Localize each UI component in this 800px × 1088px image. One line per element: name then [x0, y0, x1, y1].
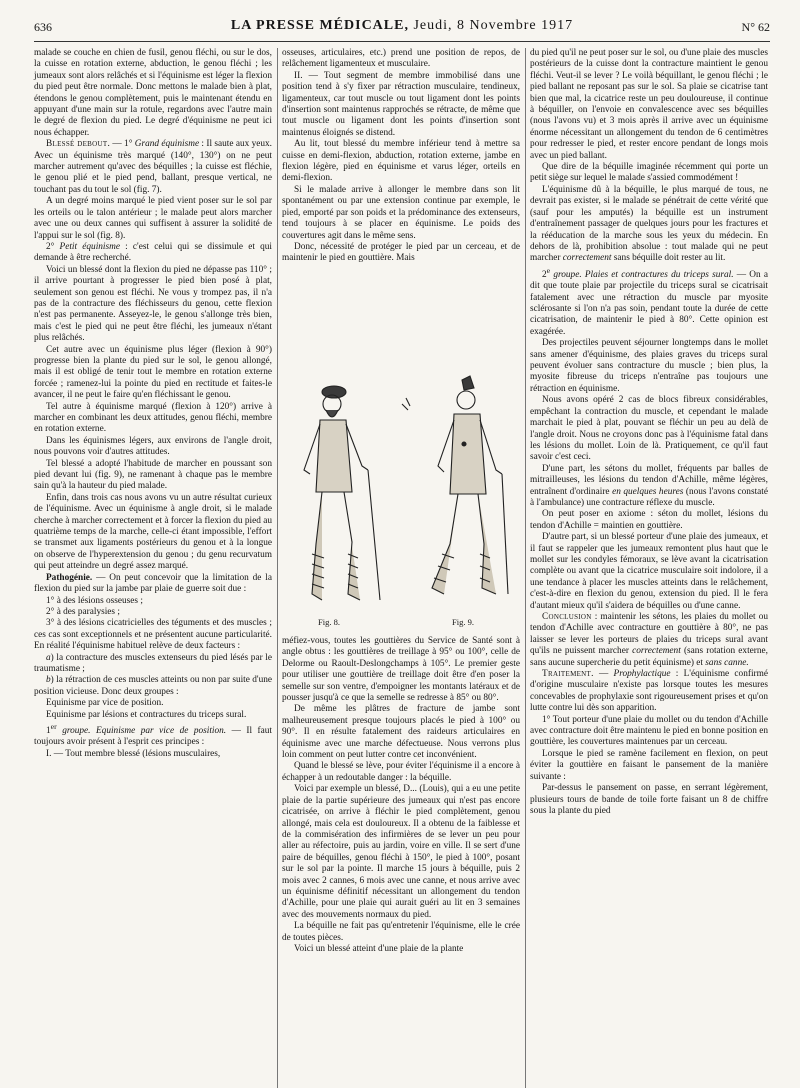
paragraph: Traitement. — Prophylactique : L'équinisme confirmé d'origine musculaire n'existe pas lorsque toutes les mesures concevables de prophylaxie sont rigoureusement prises et qu'on lutte contre lui dès son apparition.: [530, 669, 768, 714]
paragraph: Dans les équinismes légers, aux environs de l'angle droit, nous pouvons voir d'autres attitudes.: [34, 435, 272, 458]
paragraph: Pathogénie. — On peut concevoir que la limitation de la flexion du pied sur la jambe par plaie de guerre soit due :: [34, 572, 272, 595]
paragraph: du pied qu'il ne peut poser sur le sol, ou d'une plaie des muscles postérieurs de la cuisse dont la contracture maintient le genou fléchi. Veut-il se lever ? Le voilà béquillant, le genou fléchi ; le pied ballant ne reposant pas sur le sol. Sa plaie se cicatrise tant bien que mal, la cicatrice reste un peu douloureuse, il continue à béquiller, on l'envoie en convalescence avec ses béquilles (nous l'avons vu) et 3 mois après il arrive avec un équinisme énorme nécessitant un allongement du tendon de 6 centimètres pour redresser le pied, et rester encore pendant de longs mois avec un pied ballant.: [530, 48, 768, 161]
figure-illustration: [282, 374, 530, 614]
paragraph: 2° à des paralysies ;: [46, 606, 120, 617]
paragraph: méfiez-vous, toutes les gouttières du Service de Santé sont à angle obtus : les gouttières de treillage à 95° ou 100°, celle de Delorme ou Raoult-Deslongchamps à 105°. Le premier geste pour utiliser une gouttière de treillage doit être d'en poser la semelle sur son ventre, d'empoigner les montants latéraux et de pousser jusqu'à ce que la semelle se redresse à 85° ou 80°.: [282, 636, 520, 704]
paragraph: b) la rétraction de ces muscles atteints ou non par suite d'une position vicieuse. Donc deux groupes :: [34, 675, 272, 697]
paragraph: Des projectiles peuvent séjourner longtemps dans le mollet sans amener d'équinisme, des plaies graves du triceps sural peuvent évoluer sans contracture du muscle ; bien plus, la myosite fibreuse du triceps n'entraîne pas toujours une rétraction en équinisme.: [530, 338, 768, 394]
paragraph: Nous avons opéré 2 cas de blocs fibreux considérables, empêchant la contraction du muscle, et cependant le malade marchait le pied à plat, pouvant se fléchir un peu au delà de l'angle droit. Nous ne croyons donc pas à l'équinisme fatal dans les lésions du mollet. Loin de là. Pratiquement, ce qu'il faut savoir c'est ceci.: [530, 395, 768, 463]
paragraph: Voici un blessé dont la flexion du pied ne dépasse pas 110° ; il arrive pourtant à progresser le pied bien posé à plat, seulement son genou est fléchi. Ne vous y trompez pas, il n'a pas de la contracture des fléchisseurs du genou, cette flexion n'est pas permanente. Asseyez-le, le genou s'allonge très bien, mais c'est le pied qui ne peut être fléchi, les jumeaux n'étant plus relâchés.: [34, 264, 272, 344]
paragraph: Donc, nécessité de protéger le pied par un cerceau, et de maintenir le pied en gouttière. Mais: [282, 241, 520, 264]
paragraph: Par-dessus le pansement on passe, en serrant légèrement, plusieurs tours de bande de toile forte faisant un 8 de chiffre sous la plante du pied: [530, 783, 768, 816]
column-2-bottom: [282, 636, 520, 955]
paragraph: La béquille ne fait pas qu'entretenir l'équinisme, elle le crée de toutes pièces.: [282, 921, 520, 943]
paragraph: Equinisme par lésions et contractures du triceps sural.: [46, 709, 247, 720]
journal-name: LA PRESSE MÉDICALE,: [230, 18, 409, 33]
paragraph: malade se couche en chien de fusil, genou fléchi, ou sur le dos, la cuisse en rotation externe, abduction, le genou fléchi ; les jumeaux sont alors relâchés et si l'équinisme est léger la flexion du pied peut être normale. Donc mettons le malade bien à plat, étendons le genou complètement, puis le maintenant étendu en appuyant d'une main sur la rotule, regardons avec l'autre main le degré de flexion du pied. Le degré d'équinisme ne peut ici nous échapper.: [34, 48, 272, 138]
paragraph: Enfin, dans trois cas nous avons vu un autre résultat curieux de l'équinisme. Avec un équinisme à angle droit, si le malade cherche à marcher correctement et à forcer la flexion du pied au quatrième temps de la marche, celle-ci étant impossible, l'effort se transmet aux ligaments postérieurs du genou et à la longue on observe de l'hyperextension du genou ; du genu recurvatum qui peut atteindre un degré assez marqué.: [34, 492, 272, 572]
paragraph: II. — Tout segment de membre immobilisé dans une position tend à s'y fixer par rétraction musculaire, tendineux, ligamenteux, car tout muscle ou tout ligament dont les points d'insertion sont maintenus rapprochés se rétracte, de même que tout muscle ou ligament dont les points d'insertion sont maintenus éloignés se distend.: [282, 70, 520, 138]
paragraph: 1° Tout porteur d'une plaie du mollet ou du tendon d'Achille avec contracture doit être maintenu le pied en bonne position en gouttière, les couvertures maintenues par un cerceau.: [530, 714, 769, 748]
paragraph: Lorsque le pied se ramène facilement en flexion, on peut éviter la gouttière en faisant le pansement de la manière suivante :: [530, 748, 768, 782]
paragraph: Au lit, tout blessé du membre inférieur tend à mettre sa cuisse en demi-flexion, abduction, rotation externe, jambe en flexion légère, pied en équinisme et varus léger, orteils en demi-flexion.: [282, 139, 520, 184]
paragraph: De même les plâtres de fracture de jambe sont malheureusement presque toujours placés le pied à 100° ou 90°. Il en résulte fatalement des raideurs articulaires en équinisme avec une marche défectueuse. Nous verrons plus loin comment on peut lutter contre cet inconvénient.: [282, 704, 520, 761]
paragraph: Blessé debout. — 1° Grand équinisme : Il saute aux yeux. Avec un équinisme très marqué (140°, 130°) on ne peut marcher autrement qu'avec des béquilles ; la cuisse est fléchie, le genou plié et le pied pend, ballant, presque vertical, ne touchant pas du tout le sol (fig. 7).: [34, 139, 272, 195]
paragraph: Voici un blessé atteint d'une plaie de la plante: [294, 943, 464, 954]
fig8-drawing: [304, 386, 380, 600]
fig8-caption: Fig. 8.: [318, 617, 340, 627]
paragraph: Tel blessé a adopté l'habitude de marcher en poussant son pied devant lui (fig. 9), ne ramenant à chaque pas le membre sain qu'à la hauteur du pied malade.: [34, 458, 272, 492]
paragraph: A un degré moins marqué le pied vient poser sur le sol par les orteils ou le talon antérieur ; le malade peut alors marcher avec une ou deux cannes qui suffisent à assurer la solidité de l'appui sur le sol (fig. 8).: [34, 196, 272, 241]
issue-number: N° 62: [741, 20, 770, 34]
paragraph: Que dire de la béquille imaginée récemment qui porte un petit siège sur lequel le malade s'assied commodément !: [530, 162, 768, 184]
paragraph: Tel autre à équinisme marqué (flexion à 120°) arrive à marcher en combinant les deux attitudes, genou fléchi, membre en rotation externe.: [34, 401, 272, 435]
paragraph: 1° à des lésions osseuses ;: [46, 595, 143, 606]
paragraph: D'autre part, si un blessé porteur d'une plaie des jumeaux, et il faut se rappeler que les jumeaux remontent plus haut que le mollet sur les condyles fémoraux, se lève avant la cicatrisation complète ou avant que la cicatrice musculaire soit indolore, il a une tendance à placer les muscles atteints dans le relâchement, c'est-à-dire en flexion du genou, extension du pied. Il le fera d'autant mieux qu'il s'aidera de béquilles ou d'une canne.: [530, 532, 768, 611]
paragraph: Quand le blessé se lève, pour éviter l'équinisme il a encore à échapper à un redoutable danger : la béquille.: [282, 761, 520, 783]
header-rule: [34, 41, 770, 42]
paragraph: Equinisme par vice de position.: [46, 698, 164, 709]
page-header: [34, 14, 770, 40]
paragraph: Voici par exemple un blessé, D... (Louis), qui a eu une petite plaie de la partie supérieure des jumeaux qui n'est pas encore cicatrisée, on arrive à fléchir le pied complètement, genou allongé, mais cela est douloureux. Il a obtenu de la faiblesse et de la commisération des infirmières de se lever un peu pour aller au réfectoire, puis au jardin, voire en ville. Il se sert d'une paire de béquilles, genou fléchi à 150°, le pied à 100°, posant sur le sol par la pointe. Il marche 15 jours à béquille, puis 2 mois avec 2 cannes, 6 mois avec une canne, et nous arrive avec un équinisme définitif nécessitant un allongement du tendon d'Achille, pour une plaie qui aurait guéri au lit en 3 semaines avec des mouvements normaux du pied.: [282, 784, 520, 920]
issue-date: Jeudi, 8 Novembre 1917: [413, 18, 574, 33]
paragraph: osseuses, articulaires, etc.) prend une position de repos, de relâchement ligamenteux et musculaire.: [282, 48, 520, 70]
journal-title: [34, 18, 770, 34]
paragraph: Cet autre avec un équinisme plus léger (flexion à 90°) progresse bien la plante du pied sur le sol, le genou allongé, mais il est obligé de tenir tout le membre en rotation externe forcée ; ramenez-lui la pointe du pied en rectitude et faites-le avancer, il ne peut le faire qu'en fléchissant le genou.: [34, 344, 272, 401]
fig9-caption: Fig. 9.: [452, 617, 474, 627]
column-1: [34, 48, 272, 760]
paragraph: I. — Tout membre blessé (lésions musculaires,: [46, 748, 221, 759]
paragraph: 2° Petit équinisme : c'est celui qui se dissimule et qui demande à être recherché.: [34, 241, 272, 264]
journal-page: [34, 14, 770, 1076]
fig9-drawing: [402, 376, 508, 594]
column-3: [530, 48, 768, 817]
paragraph: a) la contracture des muscles extenseurs du pied lésés par le traumatisme ;: [34, 652, 272, 674]
column-2-top: [282, 48, 520, 265]
paragraph: L'équinisme dû à la béquille, le plus marqué de tous, ne devrait pas exister, si le malade se pénétrait de cette vérité que (sauf pour les amputés) la béquille est un instrument d'entraînement passager de quelques jours pour les fractures et la rééducation de la marche sous les yeux du médecin. En dehors de là, prohibition absolue : tout malade qui ne peut marcher correctement sans béquille doit rester au lit.: [530, 184, 768, 264]
paragraph: On peut poser en axiome : séton du mollet, lésions du tendon d'Achille = maintien en gouttière.: [530, 509, 768, 531]
page-number: 636: [34, 20, 52, 34]
column-divider: [277, 48, 278, 1088]
paragraph: 1er groupe. Equinisme par vice de position. — Il faut toujours avoir présent à l'esprit ces principes :: [34, 721, 273, 748]
paragraph: D'une part, les sétons du mollet, fréquents par balles de mitrailleuses, les lésions du tendon d'Achille, même légères, entraînent d'ordinaire en quelques heures (nous l'avons constaté à l'ambulance) une contracture réflexe du muscle.: [530, 463, 768, 508]
paragraph: 2e groupe. Plaies et contractures du triceps sural. — On a dit que toute plaie par projectile du triceps sural se cicatrisait fatalement avec une rétraction du muscle par myosite sclérosante si l'on n'a pas soin, pendant toute la durée de cette cicatrisation, de maintenir le pied à 80°. Cette opinion est exagérée.: [530, 265, 768, 337]
paragraph: Si le malade arrive à allonger le membre dans son lit spontanément ou par une extension continue par exemple, le pied, emporté par son poids et la prédominance des extenseurs, tend toujours à se placer en équinisme. Le poids des couvertures agit dans le même sens.: [282, 184, 520, 241]
figures: [282, 374, 530, 629]
paragraph: Conclusion : maintenir les sétons, les plaies du mollet ou tendon d'Achille avec contracture en gouttière à 80°, ne pas laisser se lever les porteurs de plaies du triceps sural avant qu'ils ne puissent marcher correctement (sans rotation externe, sans aucune supercherie du petit équinisme) et sans canne.: [530, 612, 768, 668]
paragraph: 3° à des lésions cicatricielles des téguments et des muscles ; ces cas sont exceptionnels et ne présentent aucune particularité. En réalité l'équinisme habituel relève de deux facteurs :: [34, 618, 272, 652]
